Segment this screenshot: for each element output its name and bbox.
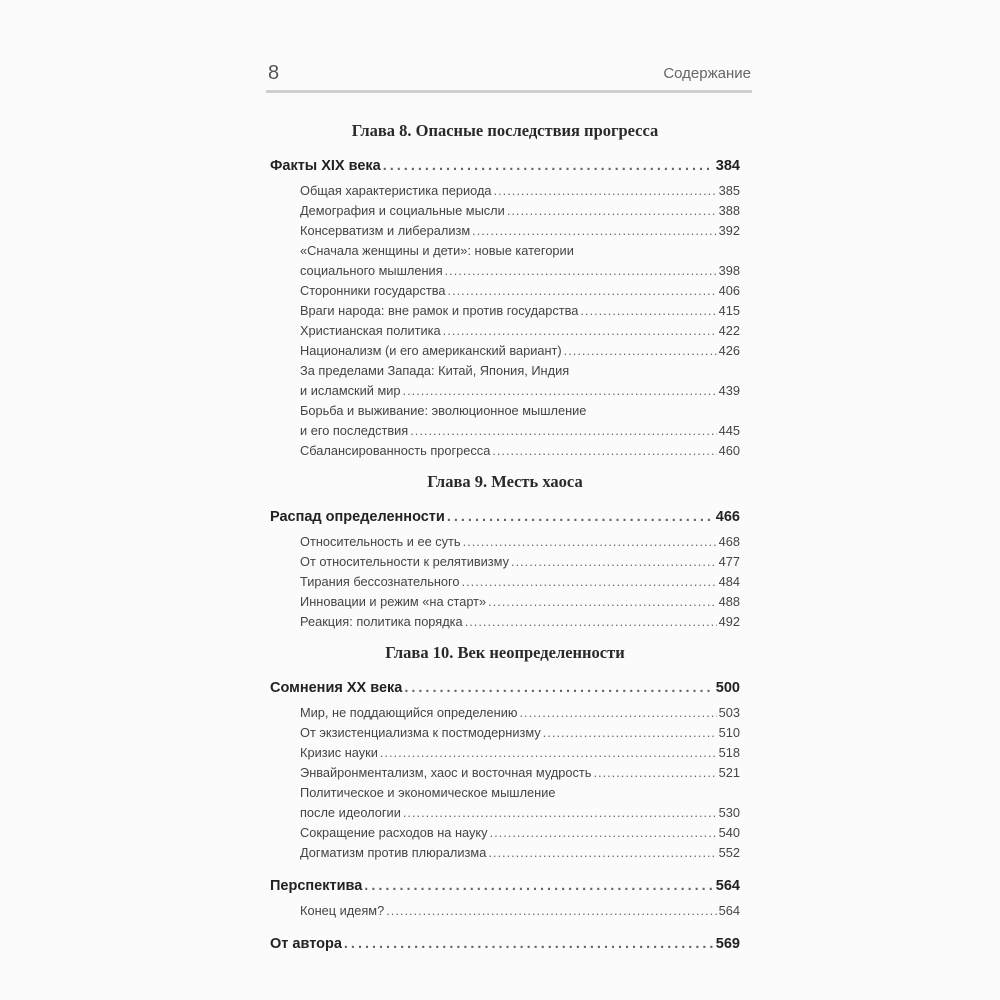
toc-entry[interactable] <box>300 723 740 743</box>
entry-title-line: Политическое и экономическое мышление <box>300 785 556 800</box>
dot-leader <box>383 154 714 178</box>
section-entry[interactable] <box>270 505 740 529</box>
dot-leader <box>447 505 714 529</box>
dot-leader <box>403 381 717 401</box>
dot-leader <box>364 874 714 898</box>
subentry-list <box>270 532 740 632</box>
entry-row <box>300 532 740 552</box>
section-title: Распад определенности <box>270 509 445 525</box>
entry-title-line: Кризис науки <box>300 745 378 760</box>
entry-page-number: 398 <box>718 263 740 278</box>
entry-page-number: 540 <box>718 825 740 840</box>
toc-entry[interactable] <box>300 361 740 401</box>
dot-leader <box>443 321 717 341</box>
entry-page-number: 503 <box>718 705 740 720</box>
toc-entry[interactable] <box>300 572 740 592</box>
entry-page-number: 468 <box>718 534 740 549</box>
dot-leader <box>386 901 716 921</box>
entry-title-line: Сторонники государства <box>300 283 446 298</box>
dot-leader <box>519 703 716 723</box>
entry-title-line: Консерватизм и либерализм <box>300 223 471 238</box>
toc-entry[interactable] <box>300 441 740 461</box>
entry-title-line: после идеологии <box>300 805 401 820</box>
dot-leader <box>580 301 716 321</box>
entry-title-line: Тирания бессознательного <box>300 574 460 589</box>
entry-row <box>300 743 740 763</box>
entry-title-line: Догматизм против плюрализма <box>300 845 487 860</box>
toc-entry[interactable] <box>300 181 740 201</box>
subentry-list <box>270 703 740 863</box>
table-of-contents <box>270 119 740 956</box>
section-page-number: 569 <box>715 936 740 952</box>
entry-row <box>300 381 740 401</box>
entry-page-number: 484 <box>718 574 740 589</box>
entry-row <box>300 181 740 201</box>
toc-entry[interactable] <box>300 241 740 281</box>
entry-row <box>300 421 740 441</box>
section-entry[interactable] <box>270 676 740 700</box>
section-page-number: 564 <box>715 878 740 894</box>
page-number: 8 <box>268 62 280 84</box>
dot-leader <box>564 341 717 361</box>
entry-title-line: социального мышления <box>300 263 443 278</box>
toc-entry[interactable] <box>300 221 740 241</box>
dot-leader <box>488 843 716 863</box>
toc-entry[interactable] <box>300 703 740 723</box>
entry-title-line: Христианская политика <box>300 323 441 338</box>
entry-title-line: Сбалансированность прогресса <box>300 443 491 458</box>
entry-row <box>300 301 740 321</box>
entry-title-line: Борьба и выживание: эволюционное мышление <box>300 403 587 418</box>
toc-entry[interactable] <box>300 281 740 301</box>
entry-title-line: и исламский мир <box>300 383 401 398</box>
entry-title-line: Реакция: политика порядка <box>300 614 463 629</box>
dot-leader <box>472 221 717 241</box>
dot-leader <box>410 421 716 441</box>
dot-leader <box>490 823 717 843</box>
entry-title-line: «Сначала женщины и дети»: новые категории <box>300 243 574 258</box>
entry-row <box>300 572 740 592</box>
entry-page-number: 564 <box>718 903 740 918</box>
entry-row <box>300 612 740 632</box>
header-rule <box>266 90 752 93</box>
toc-entry[interactable] <box>300 301 740 321</box>
entry-page-number: 385 <box>718 183 740 198</box>
section-title: Перспектива <box>270 878 363 894</box>
entry-row <box>300 261 740 281</box>
toc-entry[interactable] <box>300 532 740 552</box>
section-entry[interactable] <box>270 932 740 956</box>
entry-page-number: 460 <box>718 443 740 458</box>
toc-entry[interactable] <box>300 321 740 341</box>
entry-page-number: 552 <box>718 845 740 860</box>
entry-page-number: 492 <box>718 614 740 629</box>
dot-leader <box>462 572 717 592</box>
dot-leader <box>488 592 716 612</box>
section-title: От автора <box>270 936 342 952</box>
entry-title-line: и его последствия <box>300 423 409 438</box>
section-entry[interactable] <box>270 154 740 178</box>
toc-entry[interactable] <box>300 901 740 921</box>
toc-entry[interactable] <box>300 592 740 612</box>
entry-page-number: 445 <box>718 423 740 438</box>
section-page-number: 466 <box>715 509 740 525</box>
running-head-title: Содержание <box>663 65 751 82</box>
entry-page-number: 477 <box>718 554 740 569</box>
entry-row <box>300 592 740 612</box>
entry-row <box>300 763 740 783</box>
subentry-list <box>270 181 740 461</box>
entry-title-line: От экзистенциализма к постмодернизму <box>300 725 541 740</box>
entry-row <box>300 321 740 341</box>
entry-title-line: От относительности к релятивизму <box>300 554 510 569</box>
entry-page-number: 392 <box>718 223 740 238</box>
entry-page-number: 426 <box>718 343 740 358</box>
entry-row <box>300 843 740 863</box>
entry-title-line: Сокращение расходов на науку <box>300 825 488 840</box>
chapter-heading: Глава 8. Опасные последствия прогресса <box>351 121 659 140</box>
entry-page-number: 388 <box>718 203 740 218</box>
entry-row <box>300 552 740 572</box>
entry-row <box>300 341 740 361</box>
entry-title-line: Энвайронментализм, хаос и восточная мудрость <box>300 765 592 780</box>
dot-leader <box>593 763 716 783</box>
dot-leader <box>465 612 717 632</box>
chapter-heading: Глава 9. Месть хаоса <box>427 472 583 491</box>
entry-row <box>300 441 740 461</box>
entry-page-number: 518 <box>718 745 740 760</box>
entry-page-number: 510 <box>718 725 740 740</box>
subentry-list <box>270 901 740 921</box>
dot-leader <box>543 723 717 743</box>
entry-row <box>300 221 740 241</box>
entry-page-number: 521 <box>718 765 740 780</box>
toc-entry[interactable] <box>300 743 740 763</box>
toc-entry[interactable] <box>300 612 740 632</box>
section-title: Сомнения XX века <box>270 680 403 696</box>
entry-title-line: За пределами Запада: Китай, Япония, Индия <box>300 363 570 378</box>
section-page-number: 500 <box>715 680 740 696</box>
toc-entry[interactable] <box>300 783 740 823</box>
entry-page-number: 406 <box>718 283 740 298</box>
entry-page-number: 415 <box>718 303 740 318</box>
dot-leader <box>380 743 717 763</box>
toc-entry[interactable] <box>300 341 740 361</box>
dot-leader <box>344 932 714 956</box>
entry-title-line: Инновации и режим «на старт» <box>300 594 487 609</box>
dot-leader <box>404 676 713 700</box>
dot-leader <box>403 803 717 823</box>
entry-row <box>300 803 740 823</box>
entry-row <box>300 723 740 743</box>
toc-entry[interactable] <box>300 763 740 783</box>
toc-entry[interactable] <box>300 401 740 441</box>
dot-leader <box>448 281 717 301</box>
dot-leader <box>492 441 716 461</box>
toc-entry[interactable] <box>300 823 740 843</box>
entry-page-number: 422 <box>718 323 740 338</box>
entry-title-line: Демография и социальные мысли <box>300 203 505 218</box>
toc-entry[interactable] <box>300 843 740 863</box>
entry-title-line: Национализм (и его американский вариант) <box>300 343 562 358</box>
toc-entry[interactable] <box>300 552 740 572</box>
entry-row <box>300 823 740 843</box>
running-head <box>268 62 751 88</box>
entry-page-number: 488 <box>718 594 740 609</box>
dot-leader <box>445 261 717 281</box>
dot-leader <box>463 532 717 552</box>
dot-leader <box>507 201 717 221</box>
section-page-number: 384 <box>715 158 740 174</box>
chapter-heading: Глава 10. Век неопределенности <box>385 643 625 662</box>
entry-row <box>300 901 740 921</box>
dot-leader <box>511 552 717 572</box>
section-entry[interactable] <box>270 874 740 898</box>
entry-title-line: Общая характеристика периода <box>300 183 492 198</box>
entry-title-line: Мир, не поддающийся определению <box>300 705 518 720</box>
dot-leader <box>494 181 717 201</box>
entry-row <box>300 281 740 301</box>
entry-page-number: 439 <box>718 383 740 398</box>
entry-row <box>300 703 740 723</box>
toc-entry[interactable] <box>300 201 740 221</box>
entry-title-line: Враги народа: вне рамок и против государства <box>300 303 579 318</box>
entry-title-line: Конец идеям? <box>300 903 385 918</box>
entry-row <box>300 201 740 221</box>
section-title: Факты XIX века <box>270 158 381 174</box>
entry-page-number: 530 <box>718 805 740 820</box>
entry-title-line: Относительность и ее суть <box>300 534 461 549</box>
